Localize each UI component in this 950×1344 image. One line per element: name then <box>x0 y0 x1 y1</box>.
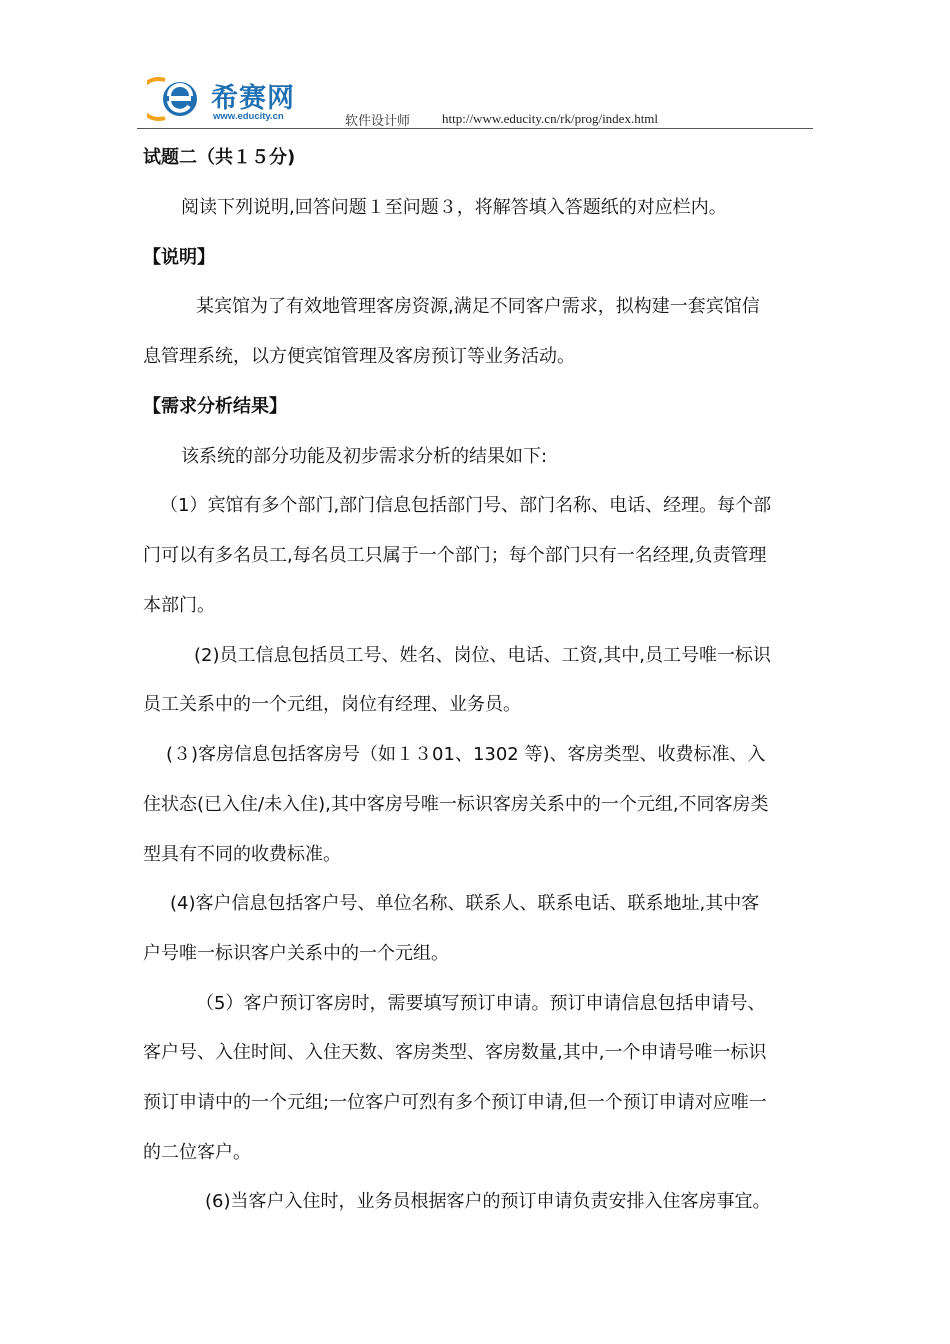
description-line: 息管理系统，以方便宾馆管理及客房预订等业务活动。 <box>143 346 575 367</box>
item-5-line: 客户号、入住时间、入住天数、客房类型、客房数量,其中,一个申请号唯一标识 <box>143 1042 767 1063</box>
item-3-line: 住状态(已入住/未入住),其中客房号唯一标识客房关系中的一个元组,不同客房类 <box>143 794 769 815</box>
question-title: 试题二（共１５分) <box>143 147 296 168</box>
header-url-link[interactable]: http://www.educity.cn/rk/prog/index.html <box>442 111 659 126</box>
item-1-line: （1）宾馆有多个部门,部门信息包括部门号、部门名称、电话、经理。每个部 <box>160 495 772 516</box>
page-header <box>137 70 813 132</box>
item-5-line: 预订申请中的一个元组;一位客户可烈有多个预订申请,但一个预订申请对应唯一 <box>143 1092 767 1113</box>
requirements-intro: 该系统的部分功能及初步需求分析的结果如下: <box>181 446 548 467</box>
item-5-line: （5）客户预订客房时，需要填写预订申请。预订申请信息包括申请号、 <box>196 993 766 1014</box>
item-3-line: 型具有不同的收费标准。 <box>143 844 341 865</box>
header-divider <box>137 128 813 129</box>
item-5-line: 的二位客户。 <box>143 1142 251 1163</box>
item-1-line: 门可以有多名员工,每名员工只属于一个部门；每个部门只有一名经理,负责管理 <box>143 545 767 566</box>
item-4-line: (4)客户信息包括客户号、单位名称、联系人、联系电话、联系地址,其中客 <box>170 893 760 914</box>
item-4-line: 户号唯一标识客户关系中的一个元组。 <box>143 943 449 964</box>
intro-text: 阅读下列说明,回答问题１至问题３，将解答填入答题纸的对应栏内。 <box>181 197 727 218</box>
item-2-line: (2)员工信息包括员工号、姓名、岗位、电话、工资,其中,员工号唯一标识 <box>194 645 771 666</box>
educity-logo-icon <box>147 74 207 124</box>
item-6-line: (6)当客户入住时，业务员根据客户的预订申请负责安排入住客房事宜。 <box>205 1191 771 1212</box>
section-heading-requirements: 【需求分析结果】 <box>143 396 287 417</box>
logo <box>147 74 317 124</box>
header-course: 软件设计师 <box>345 114 411 129</box>
item-1-line: 本部门。 <box>143 595 215 616</box>
logo-url: www.educity.cn <box>213 111 284 122</box>
item-2-line: 员工关系中的一个元组，岗位有经理、业务员。 <box>143 694 521 715</box>
section-heading-description: 【说明】 <box>143 247 215 268</box>
item-3-line: (３)客房信息包括客房号（如１３01、1302 等)、客房类型、收费标准、入 <box>166 744 766 765</box>
description-line: 某宾馆为了有效地管理客房资源,满足不同客户需求，拟构建一套宾馆信 <box>196 296 760 317</box>
logo-name: 希赛网 <box>211 83 295 114</box>
